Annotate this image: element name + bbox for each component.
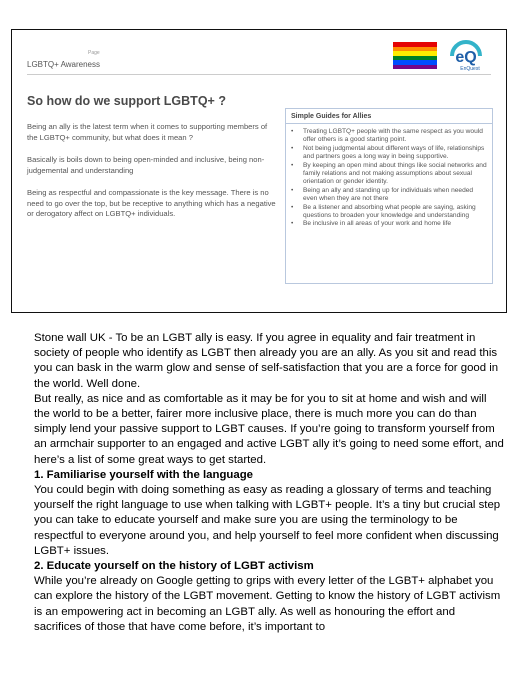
page-label: Page: [88, 50, 100, 56]
section-2-heading: 2. Educate yourself on the history of LGBT activism: [34, 560, 314, 573]
guides-divider: [286, 123, 492, 124]
left-column: [27, 122, 277, 232]
bullet-icon: •: [291, 220, 294, 228]
guides-title: Simple Guides for Allies: [291, 113, 372, 120]
left-paragraph-2: Basically is boils down to being open-minded and inclusive, being non-judgemental and understanding: [27, 155, 265, 175]
slide-header: [12, 30, 506, 78]
enquest-logo: [444, 38, 494, 72]
guide-item: • Be a listener and absorbing what people are saying, asking questions to broaden your knowledge and understanding: [291, 203, 476, 220]
bullet-icon: •: [291, 161, 294, 169]
header-divider: [27, 74, 491, 75]
logo-subtext: EnQuest: [460, 66, 480, 72]
guides-box: [285, 108, 493, 284]
guide-item: • Be inclusive in all areas of your work and home life: [291, 220, 452, 228]
guide-item: • Treating LGBTQ+ people with the same respect as you would offer others is a good starting point.: [291, 128, 483, 144]
article-intro: Stone wall UK - To be an LGBT ally is easy. If you agree in equality and fair treatment in society of people who identify as LGBT then already you are an ally. As you sit and read this you can bask in the warm glow and sense of self-satisfaction that you are a force for good in the world. Well done.: [34, 332, 499, 390]
guide-item: • By keeping an open mind about things like social networks and family relations and not making assumptions about sexual orientation or gender identity.: [291, 161, 487, 186]
article-body: [34, 331, 504, 635]
logo-text: eQ: [455, 49, 477, 66]
left-paragraph-1: Being an ally is the latest term when it comes to supporting members of the LGBTQ+ community, but what does it mean ?: [27, 122, 268, 142]
section-2-text: While you’re already on Google getting to grips with every letter of the LGBT+ alphabet you can explore the history of the LGBT movement. Getting to know the history of LGBT activism is an empowering act in becoming an LGBT ally. As well as honouring the effort and sacrifices of those that have come before, it’s important to: [34, 575, 501, 633]
slide-heading: So how do we support LGBTQ+ ?: [27, 94, 226, 108]
guide-item: • Being an ally and standing up for individuals when needed even when they are not there: [291, 186, 474, 203]
deck-title: LGBTQ+ Awareness: [27, 60, 100, 69]
bullet-icon: •: [291, 144, 294, 152]
rainbow-flag-icon: [393, 42, 437, 69]
bullet-icon: •: [291, 203, 294, 211]
guides-list: [291, 128, 487, 229]
left-paragraph-3: Being as respectful and compassionate is the key message. There is no need to go over the top, but be receptive to anything which has a negative or derogatory affect on LGBTQ+ individuals.: [27, 188, 276, 218]
section-1-text: You could begin with doing something as easy as reading a glossary of terms and teaching yourself the right language to use when talking with LGBT+ people. It’s a tiny but crucial step you can take to educate yourself and make sure you are using the terminology to be respectful to everyone around you, and help yourself to feel more confident when discussing LGBT+ issues.: [34, 484, 501, 557]
bullet-icon: •: [291, 186, 294, 194]
bullet-icon: •: [291, 128, 294, 135]
flag-stripe: [393, 65, 437, 70]
article-paragraph-2: But really, as nice and as comfortable as it may be for you to sit at home and wish and will the world to be a better, fairer more inclusive place, there is much more you can do than simply lend your passive support to LGBT causes. If you’re going to transform yourself from an armchair supporter to an engaged and active LGBT ally it’s going to need some effort, and here’s a list of some great ways to get started.: [34, 392, 504, 466]
section-1-heading: 1. Familiarise yourself with the language: [34, 468, 254, 481]
slide-image: [11, 29, 507, 313]
guide-item: • Not being judgmental about different ways of life, relationships and partners goes a long way in being supportive.: [291, 144, 485, 161]
